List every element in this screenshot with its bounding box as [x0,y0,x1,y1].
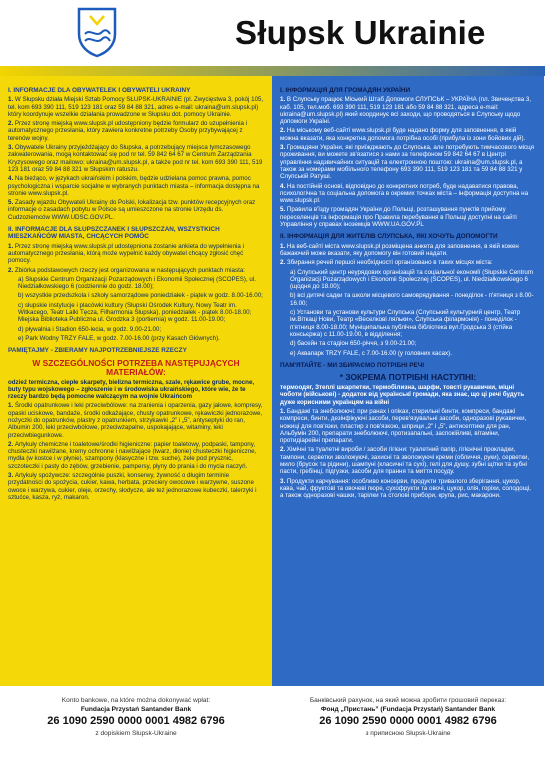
ua-item: 1. На веб-сайті міста www.slupsk.pl розміщена анкета для заповнення, в якій кожен бажаючий може вказати, яку допомогу він готовий надати. [280,242,519,257]
ua-remember-label: ПАМ'ЯТАЙТЕ - МИ ЗБИРАЄМО ПОТРІБНІ РЕЧІ [280,361,425,369]
header [0,0,545,66]
page-title: Słupsk Ukrainie [235,14,486,51]
pl-needs-description: odzież termiczna, ciepłe skarpety, bielizna termiczna, szale, rękawice grube, mocne, buty typu wojskowego – zgłoszenie i w środowiska ukraińskiego, które wie, że te rzeczy bardzo będą pomocne walczącym na wojnie Ukraińcom [8,378,255,401]
pl-point: a) Słupskie Centrum Organizacji Pozarządowych i Ekonomii Społecznej (SCOPES), ul. Niedziałkowskiego 6 (codziennie do godz. 18.00); [18,275,256,291]
footer [0,686,545,768]
pl-item: 2. Zbiórka podstawowych rzeczy jest organizowana w następujących punktach miasta: [8,266,245,274]
ua-item: 2. Збирання речей першої необхідності організовано в таких місцях міста: [280,259,493,267]
ua-point: b) всі дитячі садки та школи місцевого самоврядування - понеділок - п'ятниця з 8.00-16.00; [290,292,534,307]
pl-point: e) Park Wodny TRZY FALE, w godz. 7.00-16.00 (przy Kasach Głównych). [18,334,220,342]
footer-ua-name: Фонд „Пристань” (Fundacja Przystań) Santander Bank [320,706,496,713]
pl-need: 2. Artykuły chemiczne i toaletowe/środki higieniczne: papier toaletowy, podpaski, tampony, chusteczki nawilżane, kremy ochronne i nawilżające (twarz, dłonie) chusteczki higieniczne, mydła (w kostce i w płynie), szampony (klasyczne i tzw. suche), żele pod prysznic, szczoteczki i pasty do zębów, grzebienie, pampersy, płyny do prania i do mycia naczyń. [8,440,257,470]
ua-item: 1. В Слупську працює Міський Штаб Допомоги СЛУПСЬК – УКРАЇНА (пл. Звичеңства 3, каб. 105, тел.моб. 693 390 111, 519 123 181 або 59 84 88 321, адреса e-mail: ukraina@um.slupsk.pl) який координує всі заходи, що проводяться в Слупську щодо допомоги Україні. [280,96,532,126]
footer-pl-account: 26 1090 2590 0000 0001 4982 6796 [47,715,225,727]
pl-item: 3. Obywatele Ukrainy przyjeżdżający do Słupska, a potrzebujący miejsca tymczasowego zakwaterowania, mogą kontaktować się pod nr tel. 59 842 64 67 w Centrum Zarządzania Kryzysowego oraz mailowo: ukraina@um.slupsk.pl, a także pod nr tel. kom 693 390 111, 519 123 181 oraz 59 84 88 321 w Słupskim ratuszu. [8,144,263,173]
city-crest-icon [76,6,118,58]
ua-section-2-heading: II. ІНФОРМАЦІЯ ДЛЯ ЖИТЕЛІВ СЛУПСЬКА, ЯКІ ХОЧУТЬ ДОПОМОГТИ [280,233,498,241]
ua-point: d) басейн та стадіон 650-річчя, з 9.00-21.00; [290,340,417,348]
footer-ua-account: 26 1090 2590 0000 0001 4982 6796 [319,715,497,727]
ua-need: 1. Бандажі та знеболюючі: при ранах і опіках, стерильні бинти, компреси, бандажі компреси, бинти, дезінфікуючі засоби, перев'язувальні засоби, одноразові рукавички, ножиці для пов'язки, пластир з пов'язкою, шприци „2” і „5”, антисептики для ран, Альбумін 200, препарати знеболюючі, протизапальні, заспокійливі, вітаміни, протидіарейні препарати. [280,407,527,445]
footer-ua-label: Банківський рахунок, на який можна зробити грошовий переказ: [309,697,507,704]
footer-pl-name: Fundacja Przystań Santander Bank [80,706,192,713]
ua-need: 2. Хімічні та туалетні вироби / засоби гігієни: туалетний папір, гігієнічні прокладки, тампони, серветки зволожуючі, захисні та зволожуючі креми (обличчя, руки), серветки, мило (брусок та рідини), шампуні (класичні та сухі), гелі для душу, зубні щітки та зубні пасти, гребінці, підгузки, засоби для прання та миття посуду. [280,446,530,476]
pl-item: 4. Na bieżąco, w językach ukraińskim i polskim, będzie udzielana pomoc prawna, pomoc psychologiczna i wsparcie socjalne w wybranych punktach miasta – informacja dostępna na stronie www.slupsk.pl. [8,175,260,197]
footer-pl [0,686,272,768]
ua-point: c) Установи та установи культури Слупська (Слупський культурний центр, Театр ім.Віткаці Нови, Театр «Веселкові ляльки», Слупська філармонія) - понеділок - п'ятниця 8.00-18.00; Муніципальна публічна бібліотека вул.Гродська 3 (стійка консьєржа) с 11.00-19.00, в відділення; [290,309,521,338]
ua-item: 4. На постійній основі, відповідно до конкретних потреб, буде надаватися правова, психологічна та соціальна допомога в окремих точках міста – інформація доступна на www.slupsk.pl. [280,182,529,205]
ua-section-1-heading: I. ІНФОРМАЦІЯ ДЛЯ ГРОМАДЯН УКРАЇНИ [280,87,411,94]
pl-item: 2. Przez stronę miejską www.slupsk.pl udostępniony będzie formularz do uzupełnienia i automatycznego przesłania, który zawiera konkretne potrzeby Osoby przybywającej z terenów wojny. [8,120,248,142]
pl-point: b) wszystkie przedszkola i szkoły samorządowe poniedziałek - piątek w godz. 8.00-16.00; [18,292,263,300]
ua-point: e) Аквапарк TRZY FALE, с 7.00-16.00 (у головних касах). [290,349,452,357]
pl-remember-label: PAMIĘTAJMY - ZBIERAMY NAJPOTRZEBNIEJSZE RZECZY [8,347,187,355]
polish-column [0,76,272,686]
ua-item: 3. Громадяни України, які приїжджають до Слупська, але потребують тимчасового місця проживання, ви можете зв'язатися з нами за телефоном 59 842 64 67 в Центрі управління надзвичайних ситуацій та електронною поштою: ukraina@um.slupsk.pl, а також за номерами мобільного телефону 693 390 111, 519 123 181 та 59 84 88 321 у Слупській Ратуші. [280,144,535,181]
ua-point: a) Слупський центр неурядових організацій та соціальної економії (Słupskie Centrum Organizacji Pozarządowych i Ekonomii Społecznej (SCOPES), ul. Niedziałkowskiego 6 (щодня до 18.00); [290,268,533,291]
pl-need: 1. Środki opatrunkowe i leki przeciwbólowe: na zranienia i oparzenia, gazy jałowe, kompresy, opaski uciskowe, bandaże, środki odkażające, chusty opatrunkowe, rękawiczki jednorazowe, nożyczki do opatrunków, plastry z opatrunkiem, strzykawki „2” i „5”, antyseptyki do ran, Albumin 200, leki przeciwbólowe, przeciwzapalne, uspokajające, witaminy, leki przeciwbiegunkowe. [8,402,263,439]
pl-item: 5. Zasady wjazdu Obywateli Ukrainy do Polski, lokalizacja tzw. punktów recepcyjnych oraz informacje o zasadach pobytu w Polsce są umieszczone na stronie Urzędu ds. Cudzoziemców WWW.UDSC.GOV.PL. [8,199,256,221]
pl-point: c) słupskie instytucje i placówki kultury (Słupski Ośrodek Kultury, Nowy Teatr im. Witkacego, Teatr Lalki Tęcza, Filharmonia Słupska), poniedziałek - piątek 8.00-18.00; Miejska Biblioteka Publiczna ul. Grodzka 3 (portiernia) w godz. 11.00-19.00; [18,301,252,324]
pl-point: d) pływalnia i Stadion 650-lecia, w godz. 9.00-21.00; [18,325,162,333]
ua-item: 5. Правила в'їзду громадян України до Польщі, розташування пунктів прийому переселенців та інформація про Правила перебування в Польщі доступні на сайті Управління у справах іноземців WWW.UA.GOV.PL [280,206,517,229]
ukrainian-column [272,76,544,686]
ua-item: 2. На міському веб-сайті www.slupsk.pl буде надано форму для заповнення, в якій можна вказати, яка конкретна допомога потрібна особі (прибула із зони бойових дій). [280,127,526,142]
ua-needs-description: термоодяг, Зтеплі шкарпетки, термобілизна, шарфи, товсті рукавички, міцні чоботи (військові) - додаток від українськї громади, яка знає, що ці речі будуть дуже корисними українцям на війні [280,384,525,406]
flag-gradient-band [0,66,545,76]
footer-pl-label: Konto bankowe, na które można dokonywać wpłat: [61,697,211,704]
pl-section-1-heading: I. INFORMACJE DLA OBYWATELEK I OBYWATELI UKRAINY [8,87,191,94]
pl-needs-heading: W SZCZEGÓLNOŚCI POTRZEBA NASTĘPUJĄCYCH MATERIAŁÓW: [32,357,240,377]
pl-item: 1. W Słupsku działa Miejski Sztab Pomocy SŁUPSK-UKRAINIE (pl. Zwycięstwa 3, pokój 105, tel. kom 693 390 111, 519 123 181 oraz 59 84 88 321, adres e-mail: ukraina@um.slupsk.pl) który koordynuje wszelkie działania prowadzone w Słupsku dot. pomocy Ukrainie. [8,96,264,118]
ua-need: 3. Продукти харчування: особливо консерви, продукти тривалого зберігання, цукор, кава, чай, фруктові та овочеві пюре, сухофрукти та овочі, цукор, олія, горіхи, солодощі, а також одноразові чашки, тарілки та столові прибори, крупа, рис, макарони. [280,477,531,500]
footer-ua [272,686,544,768]
pl-item: 1. Przez stronę miejską www.slupsk.pl udostępniona zostanie ankieta do wypełnienia i automatycznego przesłania, którą może wypełnić każdy obywatel chcący zgłosić chęć pomocy. [8,242,244,265]
footer-pl-note: z dopiskiem Słupsk-Ukraine [95,730,177,737]
ua-needs-heading: * ЗОКРЕМА ПОТРІБНІ НАСТУПНІ: [339,372,477,383]
pl-need: 3. Artykuły spożywcze: szczególnie puszki, konserwy, żywność o długim terminie przydatności do spożycia, cukier, kawa, herbata, przeciery owocowe i warzywne, suszone owoce i warzywa, cukier, oleje, orzechy, słodycze, ale też jednorazowe kubeczki, talerzyki i sztućce, kasza, ryż, makaron. [8,472,257,501]
content-columns [0,76,545,686]
footer-ua-note: з приписною Słupsk-Ukraine [365,730,451,737]
pl-section-2-heading: II. INFORMACJE DLA SŁUPSZCZANEK I SŁUPSZCZAN, WSZYSTKICH MIESZKAŃCÓW MIASTA, CHCĄCYCH POMÓC [8,226,220,241]
